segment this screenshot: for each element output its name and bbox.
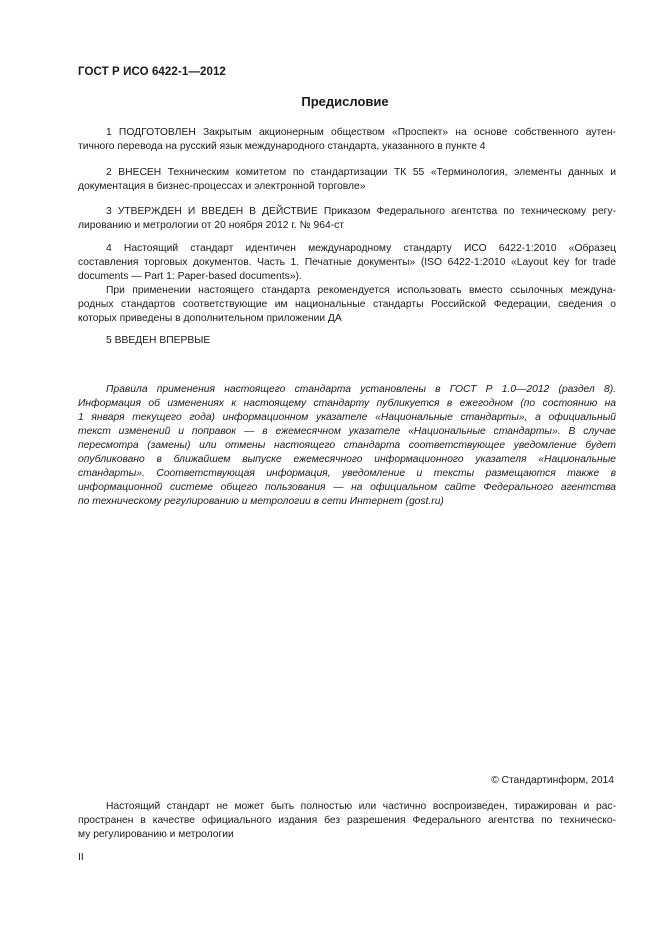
preface-item-4-line-1: 4 Настоящий стандарт идентичен международному стандарту ИСО 6422-1:2010 «Образец: [106, 243, 616, 254]
rules-note-line-7: стандарты». Соответствующая информация, уведомление и тексты размещаются также в: [78, 468, 616, 479]
page-title: Предисловие: [301, 94, 389, 109]
preface-item-4-note-line-3: которых приведены в дополнительном приложении ДА: [78, 313, 342, 324]
preface-item-3-line-2: лированию и метрологии от 20 ноября 2012 г. № 964-ст: [78, 220, 344, 231]
preface-item-2-line-2: документация в бизнес-процессах и электронной торговле»: [78, 181, 366, 192]
preface-item-3-line-1: 3 УТВЕРЖДЕН И ВВЕДЕН В ДЕЙСТВИЕ Приказом Федерального агентства по техническому регу-: [106, 206, 616, 217]
preface-item-5: [78, 334, 616, 348]
preface-item-5-line-1: 5 ВВЕДЕН ВПЕРВЫЕ: [106, 335, 211, 346]
page-number: II: [78, 852, 84, 863]
preface-item-4-line-3: documents — Part 1: Paper-based documents»).: [78, 271, 302, 282]
rules-note-line-9: по техническому регулированию и метрологии в сети Интернет (gost.ru): [78, 496, 444, 507]
rules-note-line-5: пересмотра (замены) или отмены настоящего стандарта соответствующее уведомление будет: [78, 440, 616, 451]
preface-item-4-note: [78, 284, 616, 326]
rules-note: [78, 383, 616, 509]
preface-item-4-note-line-1: При применении настоящего стандарта рекомендуется использовать вместо ссылочных междуна-: [106, 285, 616, 296]
preface-item-4-note-line-2: родных стандартов соответствующие им национальные стандарты Российской Федерации, сведения о: [78, 299, 616, 310]
rules-note-line-4: текст изменений и поправок — в ежемесячном указателе «Национальные стандарты». В случае: [78, 426, 616, 437]
preface-item-4-line-2: составления торговых документов. Часть 1. Печатные документы» (ISO 6422-1:2010 «Layout key for trade: [78, 257, 616, 268]
rules-note-line-1: Правила применения настоящего стандарта установлены в ГОСТ Р 1.0—2012 (раздел 8).: [106, 384, 616, 395]
preface-item-1: [78, 126, 616, 154]
reproduction-notice-line-1: Настоящий стандарт не может быть полностью или частично воспроизведен, тиражирован и рас-: [106, 801, 616, 812]
rules-note-line-6: опубликовано в ближайшем выпуске ежемесячного информационного указателя «Национальные: [78, 454, 616, 465]
preface-item-1-line-2: тичного перевода на русский язык международного стандарта, указанного в пункте 4: [78, 141, 486, 152]
preface-item-2-line-1: 2 ВНЕСЕН Техническим комитетом по стандартизации ТК 55 «Терминология, элементы данных и: [106, 167, 616, 178]
rules-note-line-8: информационной системе общего пользования — на официальном сайте Федерального агентства: [78, 482, 616, 493]
document-code: ГОСТ Р ИСО 6422-1—2012: [78, 66, 226, 78]
preface-item-2: [78, 166, 616, 194]
rules-note-line-2: Информация об изменениях к настоящему стандарту публикуется в ежегодном (по состоянию на: [78, 398, 616, 409]
reproduction-notice-line-2: пространен в качестве официального издания без разрешения Федерального агентства по техническо-: [78, 815, 616, 826]
reproduction-notice: [78, 800, 616, 842]
preface-item-1-line-1: 1 ПОДГОТОВЛЕН Закрытым акционерным обществом «Проспект» на основе собственного аутен-: [106, 127, 616, 138]
copyright-line: © Стандартинформ, 2014: [491, 775, 614, 786]
reproduction-notice-line-3: му регулированию и метрологии: [78, 829, 234, 840]
preface-item-4: [78, 242, 616, 284]
rules-note-line-3: 1 января текущего года) информационном указателе «Национальные стандарты», а официальный: [78, 412, 616, 423]
preface-item-3: [78, 205, 616, 233]
